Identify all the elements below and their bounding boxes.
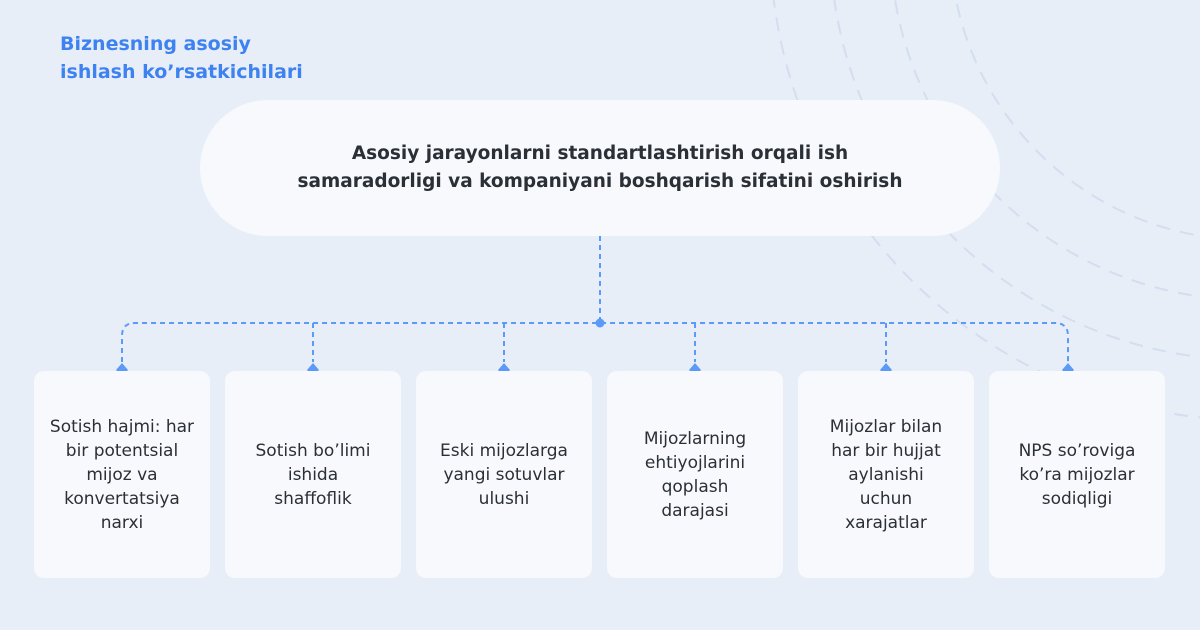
main-goal-line-1: Asosiy jarayonlarni standartlashtirish orqali ish: [351, 143, 849, 164]
kpi-card-3-line-3: ulushi: [478, 488, 530, 509]
main-goal-line-2: samaradorligi va kompaniyani boshqarish sifatini oshirish: [297, 171, 903, 192]
kpi-card-4-line-3: qoplash: [661, 476, 729, 497]
kpi-card-6-line-3: sodiqligi: [1041, 488, 1113, 509]
kpi-card-6-line-2: ko’ra mijozlar: [1019, 464, 1135, 485]
title-line-1: Biznesning asosiy: [60, 33, 251, 55]
kpi-card-5-line-4: uchun: [859, 488, 913, 509]
kpi-card-3: [416, 371, 592, 578]
kpi-card-2-line-3: shaffoflik: [274, 488, 352, 509]
kpi-card-5-line-2: har bir hujjat: [831, 440, 941, 461]
kpi-card-5: [798, 371, 974, 578]
junction-dot: [596, 319, 605, 328]
kpi-card-3-line-1: Eski mijozlarga: [440, 440, 568, 461]
kpi-card-1-line-2: bir potentsial: [65, 440, 179, 461]
kpi-card-4-line-2: ehtiyojlarini: [644, 452, 746, 473]
kpi-card-1-line-3: mijoz va: [86, 464, 158, 485]
kpi-card-6-line-1: NPS so’roviga: [1018, 440, 1136, 461]
branch-connector: [122, 323, 1068, 362]
kpi-card-5-line-1: Mijozlar bilan: [829, 416, 943, 437]
kpi-card-1-line-4: konvertatsiya: [64, 488, 180, 509]
kpi-card-4: [607, 371, 783, 578]
title-line-2: ishlash ko’rsatkichilari: [60, 61, 303, 83]
kpi-card-1: [34, 371, 210, 578]
kpi-card-1-line-5: narxi: [100, 512, 144, 533]
kpi-card-2-line-1: Sotish bo’limi: [255, 440, 371, 461]
kpi-card-3-line-2: yangi sotuvlar: [443, 464, 565, 485]
kpi-card-5-line-3: aylanishi: [848, 464, 924, 485]
kpi-card-4-line-4: darajasi: [661, 500, 729, 521]
kpi-card-6: [989, 371, 1165, 578]
kpi-card-2-line-2: ishida: [287, 464, 339, 485]
kpi-card-5-line-5: xarajatlar: [845, 512, 927, 533]
kpi-card-2: [225, 371, 401, 578]
kpi-card-4-line-1: Mijozlarning: [643, 428, 747, 449]
kpi-card-1-line-1: Sotish hajmi: har: [49, 416, 195, 437]
